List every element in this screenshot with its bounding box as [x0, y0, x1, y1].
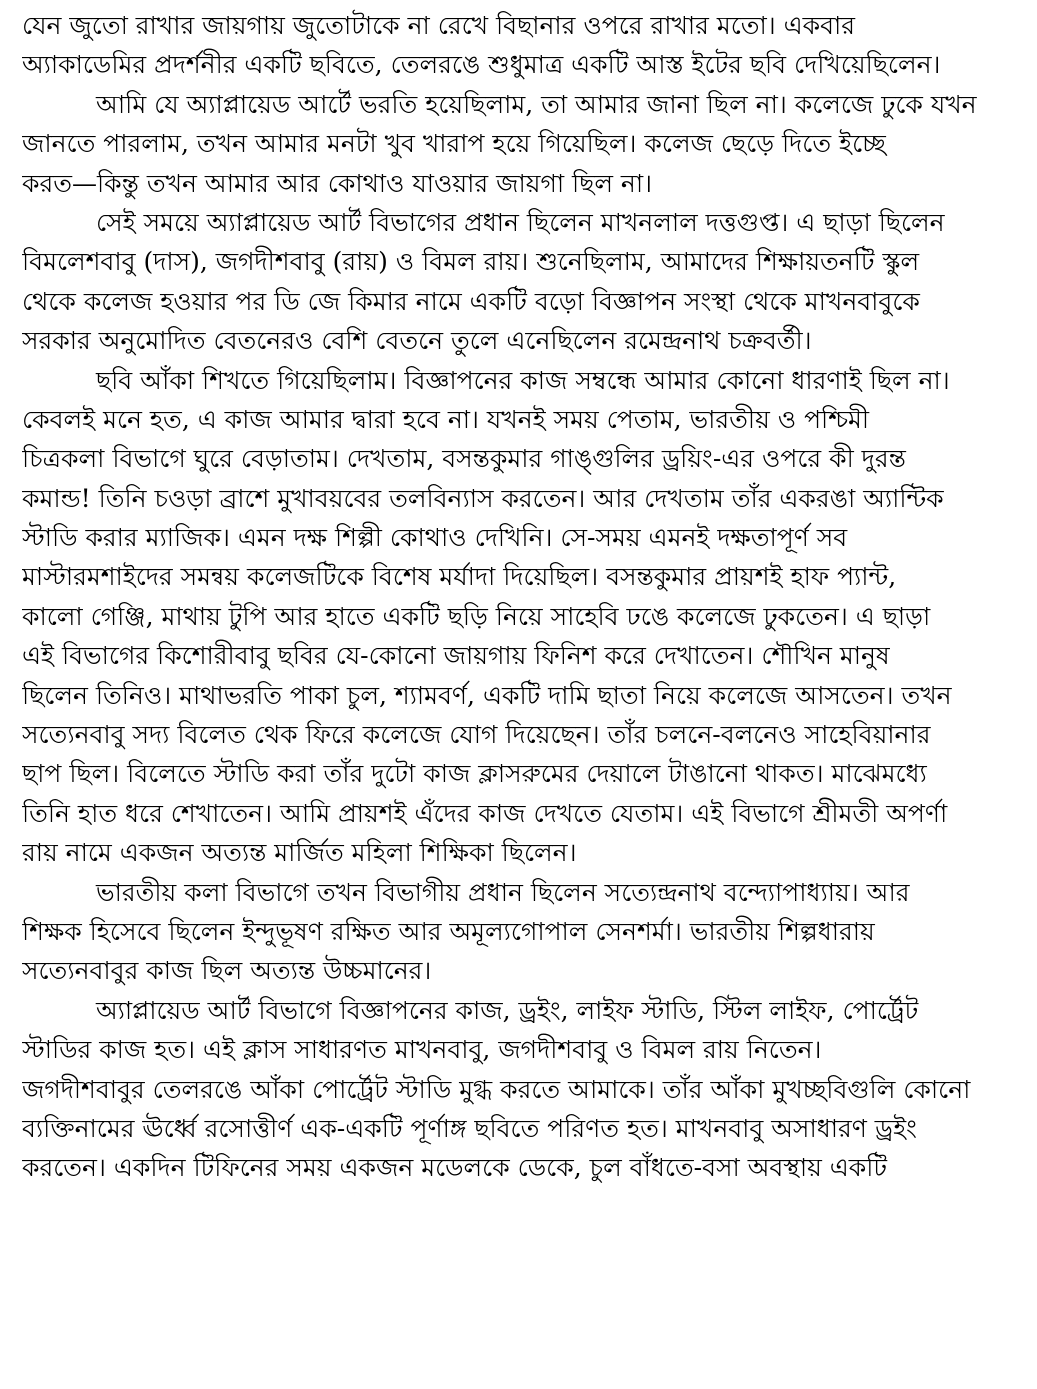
text-line: স্টাডির কাজ হত। এই ক্লাস সাধারণত মাখনবাবু, জগদীশবাবু ও বিমল রায় নিতেন।: [22, 1035, 822, 1065]
text-line: কেবলই মনে হত, এ কাজ আমার দ্বারা হবে না। যখনই সময় পেতাম, ভারতীয় ও পশ্চিমী: [22, 404, 870, 434]
text-line: তিনি হাত ধরে শেখাতেন। আমি প্রায়শই এঁদের কাজ দেখতে যেতাম। এই বিভাগে শ্রীমতী অপর্ণা: [22, 798, 948, 828]
text-line: কালো গেঞ্জি, মাথায় টুপি আর হাতে একটি ছড়ি নিয়ে সাহেবি ঢঙে কলেজে ঢুকতেন। এ ছাড়া: [22, 601, 931, 631]
text-line: আমি যে অ্যাপ্লায়েড আর্টে ভরতি হয়েছিলাম, তা আমার জানা ছিল না। কলেজে ঢুকে যখন: [96, 89, 977, 119]
text-line: বিমলেশবাবু (দাস), জগদীশবাবু (রায়) ও বিমল রায়। শুনেছিলাম, আমাদের শিক্ষায়তনটি স্কুল: [22, 247, 920, 277]
text-line: রায় নামে একজন অত্যন্ত মার্জিত মহিলা শিক্ষিকা ছিলেন।: [22, 838, 577, 868]
text-line: সত্যেনবাবু সদ্য বিলেত থেক ফিরে কলেজে যোগ দিয়েছেন। তাঁর চলনে-বলনেও সাহেবিয়ানার: [22, 720, 931, 750]
text-line: করতেন। একদিন টিফিনের সময় একজন মডেলকে ডেকে, চুল বাঁধতে-বসা অবস্থায় একটি: [22, 1153, 888, 1183]
document-body: [22, 0, 1021, 1188]
text-line: অ্যাকাডেমির প্রদর্শনীর একটি ছবিতে, তেলরঙে শুধুমাত্র একটি আস্ত ইটের ছবি দেখিয়েছিলেন।: [22, 50, 941, 80]
text-line: এই বিভাগের কিশোরীবাবু ছবির যে-কোনো জায়গায় ফিনিশ করে দেখাতেন। শৌখিন মানুষ: [22, 641, 890, 671]
text-line: ছাপ ছিল। বিলেতে স্টাডি করা তাঁর দুটো কাজ ক্লাসরুমের দেয়ালে টাঙানো থাকত। মাঝেমধ্যে: [22, 759, 927, 789]
text-line: করত—কিন্তু তখন আমার আর কোথাও যাওয়ার জায়গা ছিল না।: [22, 168, 653, 198]
text-line: ব্যক্তিনামের ঊর্ধ্বে রসোত্তীর্ণ এক-একটি পূর্ণাঙ্গ ছবিতে পরিণত হত। মাখনবাবু অসাধারণ ড্রইং: [22, 1113, 917, 1143]
text-line: সেই সময়ে অ্যাপ্লায়েড আর্ট বিভাগের প্রধান ছিলেন মাখনলাল দত্তগুপ্ত। এ ছাড়া ছিলেন: [96, 207, 945, 237]
text-line: ছবি আঁকা শিখতে গিয়েছিলাম। বিজ্ঞাপনের কাজ সম্বন্ধে আমার কোনো ধারণাই ছিল না।: [96, 365, 950, 395]
text-line: থেকে কলেজ হওয়ার পর ডি জে কিমার নামে একটি বড়ো বিজ্ঞাপন সংস্থা থেকে মাখনবাবুকে: [22, 286, 920, 316]
text-line: জানতে পারলাম, তখন আমার মনটা খুব খারাপ হয়ে গিয়েছিল। কলেজ ছেড়ে দিতে ইচ্ছে: [22, 129, 886, 159]
text-line: কমান্ড! তিনি চওড়া ব্রাশে মুখাবয়বের তলবিন্যাস করতেন। আর দেখতাম তাঁর একরঙা অ্যান্টিক: [22, 483, 944, 513]
text-line: ছিলেন তিনিও। মাথাভরতি পাকা চুল, শ্যামবর্ণ, একটি দামি ছাতা নিয়ে কলেজে আসতেন। তখন: [22, 680, 952, 710]
text-line: ভারতীয় কলা বিভাগে তখন বিভাগীয় প্রধান ছিলেন সত্যেন্দ্রনাথ বন্দ্যোপাধ্যায়। আর: [96, 877, 910, 907]
text-line: শিক্ষক হিসেবে ছিলেন ইন্দুভূষণ রক্ষিত আর অমূল্যগোপাল সেনশর্মা। ভারতীয় শিল্পধারায়: [22, 916, 875, 946]
text-line: চিত্রকলা বিভাগে ঘুরে বেড়াতাম। দেখতাম, বসন্তকুমার গাঙ্গুলির ড্রয়িং-এর ওপরে কী দুরন্ত: [22, 444, 906, 474]
text-line: সত্যেনবাবুর কাজ ছিল অত্যন্ত উচ্চমানের।: [22, 956, 432, 986]
text-line: সরকার অনুমোদিত বেতনেরও বেশি বেতনে তুলে এনেছিলেন রমেন্দ্রনাথ চক্রবর্তী।: [22, 326, 812, 356]
text-line: মাস্টারমশাইদের সমন্বয় কলেজটিকে বিশেষ মর্যাদা দিয়েছিল। বসন্তকুমার প্রায়শই হাফ প্যান্ট,: [22, 562, 897, 592]
text-line: অ্যাপ্লায়েড আর্ট বিভাগে বিজ্ঞাপনের কাজ, ড্রইং, লাইফ স্টাডি, স্টিল লাইফ, পোর্ট্রেট: [96, 995, 919, 1025]
text-line: যেন জুতো রাখার জায়গায় জুতোটাকে না রেখে বিছানার ওপরে রাখার মতো। একবার: [22, 11, 856, 40]
text-line: জগদীশবাবুর তেলরঙে আঁকা পোর্ট্রেট স্টাডি মুগ্ধ করতে আমাকে। তাঁর আঁকা মুখচ্ছবিগুলি কোনো: [22, 1074, 971, 1104]
text-line: স্টাডি করার ম্যাজিক। এমন দক্ষ শিল্পী কোথাও দেখিনি। সে-সময় এমনই দক্ষতাপূর্ণ সব: [22, 523, 848, 553]
